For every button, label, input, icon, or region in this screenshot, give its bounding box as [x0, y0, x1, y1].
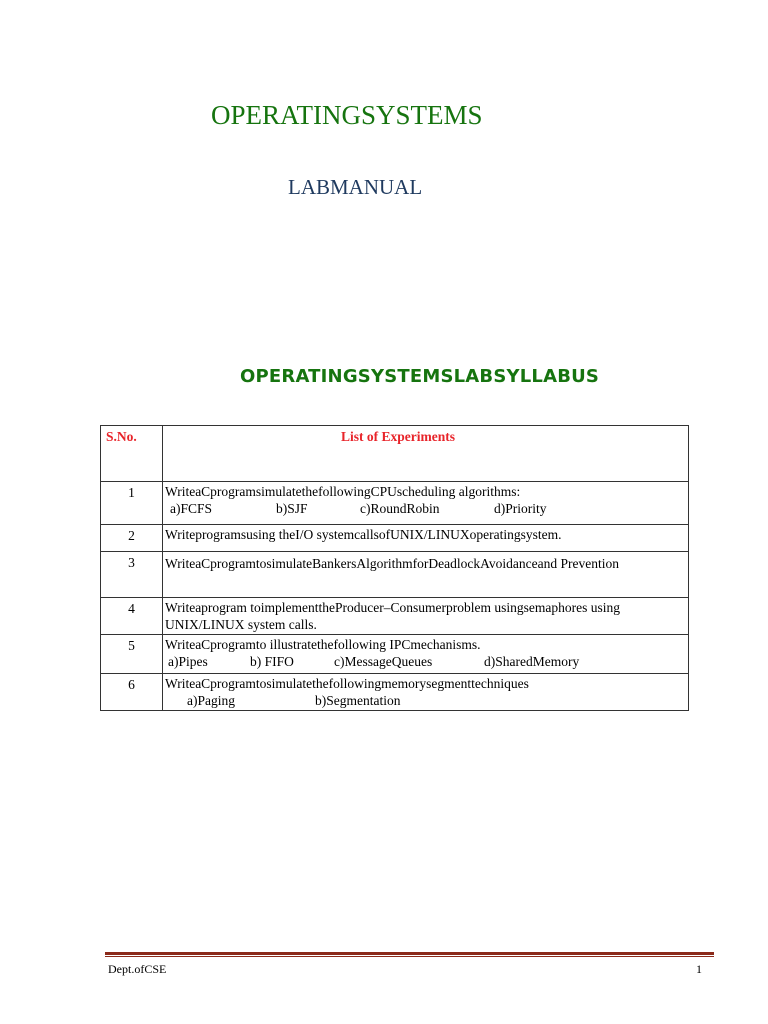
row-sno: 1 — [101, 482, 163, 525]
table-row — [101, 525, 689, 552]
option-item: c)MessageQueues — [334, 654, 433, 669]
footer-rule — [105, 952, 714, 955]
option-item: a)Paging — [187, 693, 235, 708]
table-row — [101, 552, 689, 598]
row-options — [165, 653, 686, 670]
table-row — [101, 674, 689, 711]
table-header-row — [101, 426, 689, 482]
row-options — [165, 692, 686, 709]
page-number: 1 — [696, 962, 702, 976]
table-row — [101, 635, 689, 674]
row-description — [163, 598, 689, 635]
header-experiments: List of Experiments — [163, 426, 689, 482]
experiments-table — [100, 425, 689, 711]
row-text: Writeprogramsusing theI/O systemcallsofUNIX/LINUXoperatingsystem. — [165, 527, 562, 542]
document-subtitle: LABMANUAL — [288, 175, 423, 199]
footer-department: Dept.ofCSE — [108, 962, 167, 976]
row-text: WriteaCprogramto illustratethefollowing IPCmechanisms. — [165, 637, 481, 652]
row-text: WriteaCprogramtosimulatethefollowingmemorysegmenttechniques — [165, 676, 529, 691]
option-item: c)RoundRobin — [360, 501, 440, 516]
row-text: WriteaCprogramtosimulateBankersAlgorithmforDeadlockAvoidanceand Prevention — [165, 556, 619, 571]
footer-rule-thin — [105, 956, 714, 957]
option-item: b)Segmentation — [315, 693, 401, 708]
row-sno: 4 — [101, 598, 163, 635]
option-item: d)Priority — [494, 501, 547, 516]
row-sno: 2 — [101, 525, 163, 552]
table-row — [101, 598, 689, 635]
document-title: OPERATINGSYSTEMS — [211, 100, 483, 130]
row-description — [163, 635, 689, 674]
row-description — [163, 525, 689, 552]
row-description — [163, 482, 689, 525]
row-options — [165, 500, 686, 517]
row-sno: 6 — [101, 674, 163, 711]
option-item: d)SharedMemory — [484, 654, 580, 669]
row-description — [163, 552, 689, 598]
table-row — [101, 482, 689, 525]
row-description — [163, 674, 689, 711]
row-sno: 3 — [101, 552, 163, 598]
header-sno: S.No. — [101, 426, 163, 482]
row-text: Writeaprogram toimplementtheProducer–Consumerproblem usingsemaphores using UNIX/LINUX system calls. — [165, 600, 620, 632]
option-item: b) FIFO — [250, 654, 294, 669]
row-text: WriteaCprogramsimulatethefollowingCPUscheduling algorithms: — [165, 484, 521, 499]
option-item: b)SJF — [276, 501, 308, 516]
syllabus-heading: OPERATINGSYSTEMSLABSYLLABUS — [240, 366, 600, 387]
option-item: a)FCFS — [170, 501, 213, 516]
row-sno: 5 — [101, 635, 163, 674]
option-item: a)Pipes — [168, 654, 208, 669]
